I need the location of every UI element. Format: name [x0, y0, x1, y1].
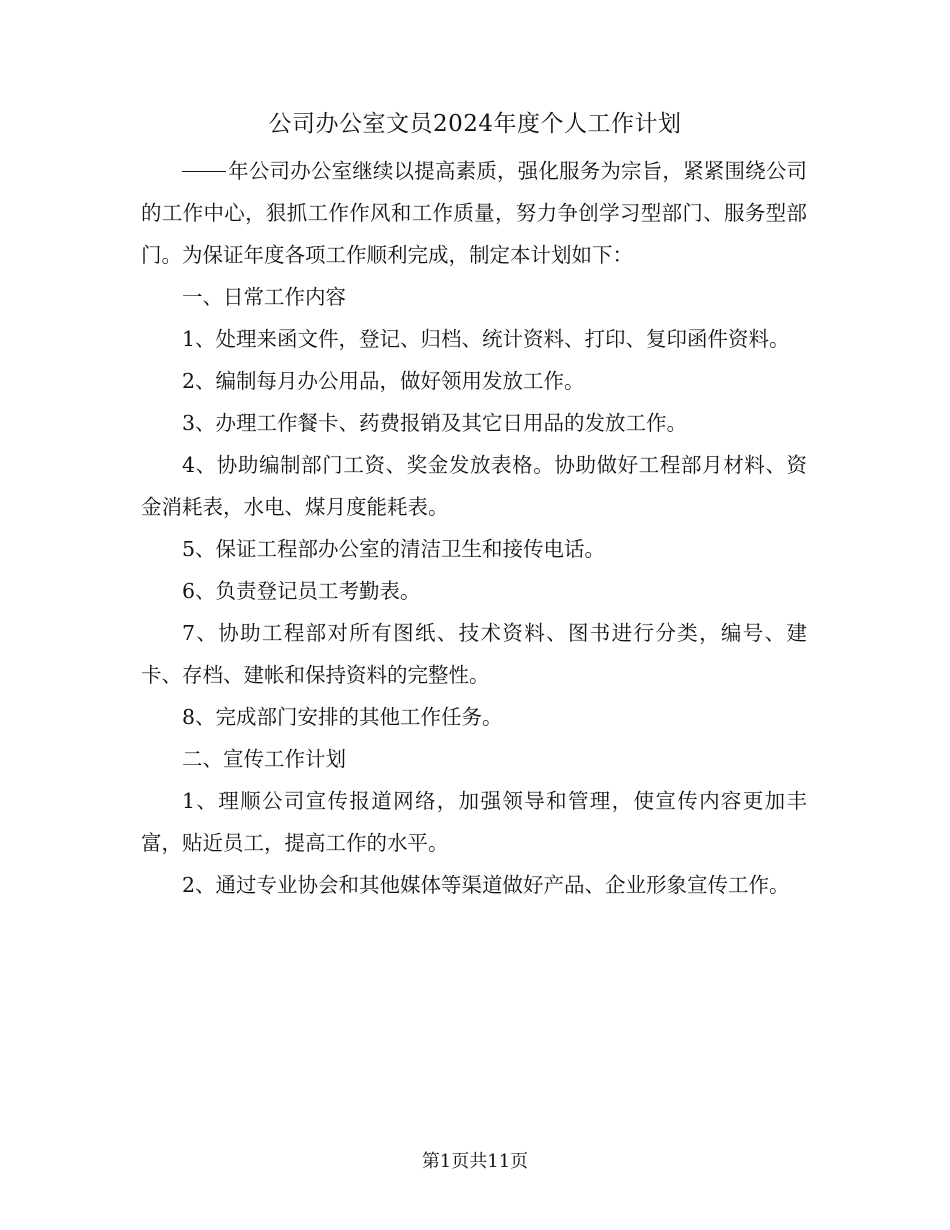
list-item: 1、理顺公司宣传报道网络，加强领导和管理，使宣传内容更加丰富，贴近员工，提高工作的水平。 [141, 789, 807, 855]
list-item: 6、负责登记员工考勤表。 [182, 579, 421, 603]
document-title: 公司办公室文员2024年度个人工作计划 [268, 111, 682, 137]
document-body [141, 150, 807, 906]
list-item: 8、完成部门安排的其他工作任务。 [182, 705, 503, 729]
list-item: 1、处理来函文件，登记、归档、统计资料、打印、复印函件资料。 [182, 327, 790, 351]
list-item: 4、协助编制部门工资、奖金发放表格。协助做好工程部月材料、资金消耗表，水电、煤月度能耗表。 [141, 453, 807, 519]
list-item: 3、办理工作餐卡、药费报销及其它日用品的发放工作。 [182, 411, 688, 435]
list-item: 7、协助工程部对所有图纸、技术资料、图书进行分类，编号、建卡、存档、建帐和保持资料的完整性。 [141, 621, 807, 687]
list-item: 2、编制每月办公用品，做好领用发放工作。 [182, 369, 585, 393]
fill-in-blank [182, 171, 226, 172]
page-indicator: 第1页共11页 [421, 1151, 529, 1172]
section-heading: 二、宣传工作计划 [182, 747, 346, 771]
list-item: 5、保证工程部办公室的清洁卫生和接传电话。 [182, 537, 606, 561]
section-heading: 一、日常工作内容 [182, 285, 346, 309]
intro-paragraph [141, 150, 807, 276]
intro-text: 年公司办公室继续以提高素质，强化服务为宗旨，紧紧围绕公司的工作中心，狠抓工作作风和工作质量，努力争创学习型部门、服务型部门。为保证年度各项工作顺利完成，制定本计划如下： [141, 159, 807, 267]
list-item: 2、通过专业协会和其他媒体等渠道做好产品、企业形象宣传工作。 [182, 873, 790, 897]
